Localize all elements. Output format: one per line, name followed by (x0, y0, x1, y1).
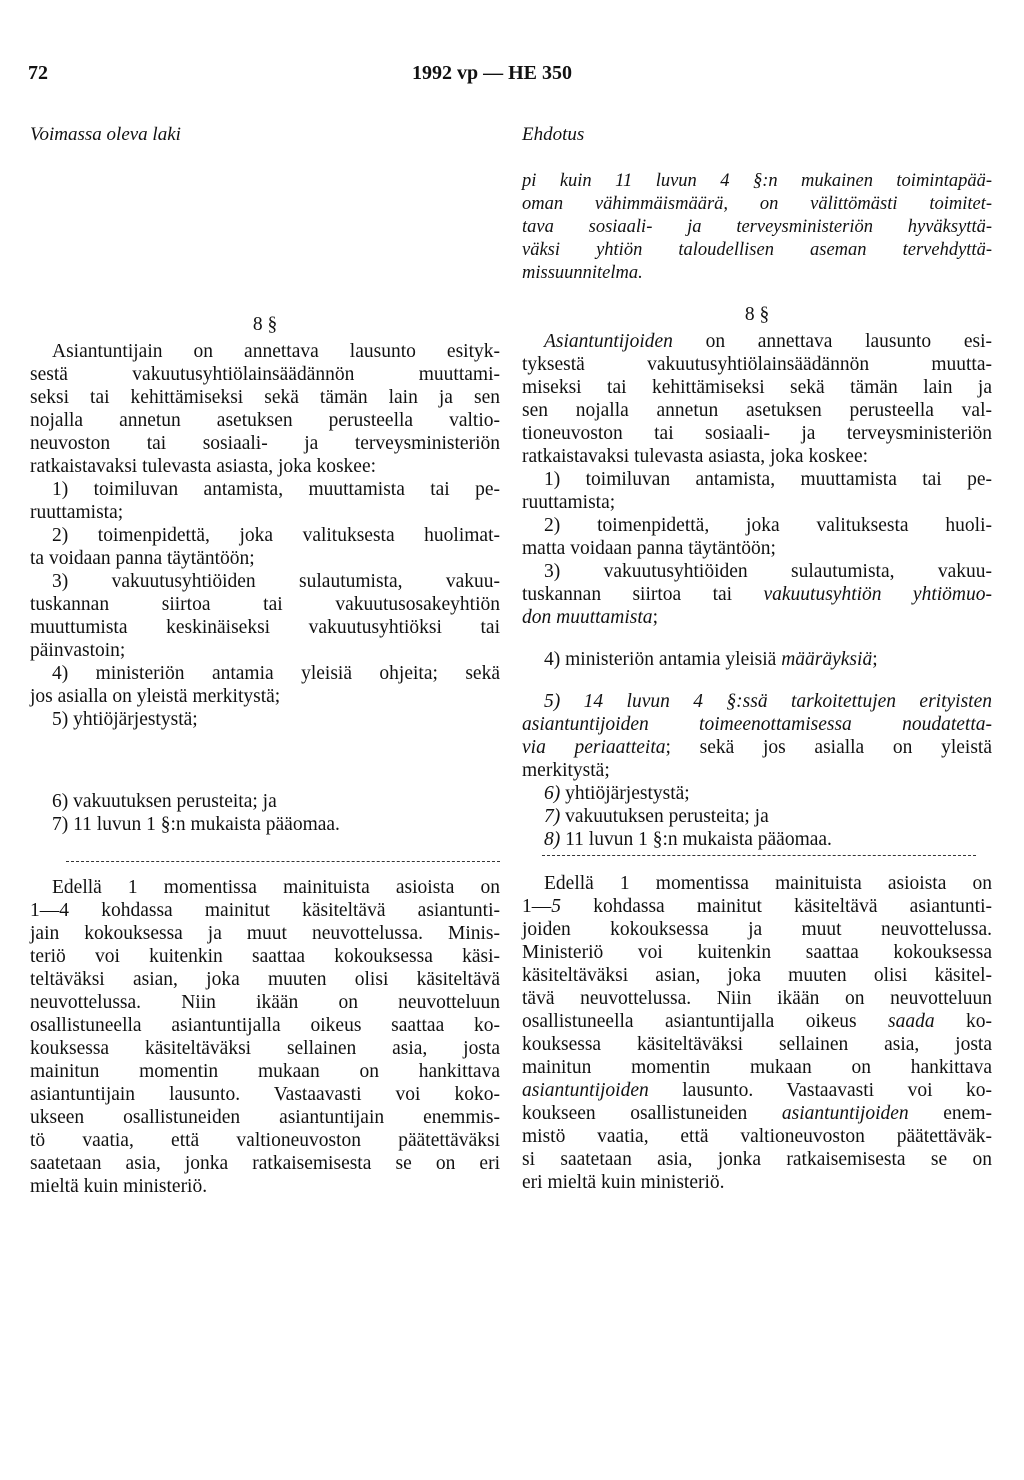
right-line: 3) vakuutusyhtiöiden sulautumista, vakuu- (544, 561, 992, 582)
left-line: jain kokouksessa ja muut neuvottelussa. Minis- (30, 923, 500, 944)
right-line: tioneuvoston tai sosiaali- ja terveysministeriön (522, 423, 992, 444)
left-line: 1—4 kohdassa mainitut käsiteltävä asiantunti- (30, 900, 500, 921)
right-line: via periaatteita; sekä jos asialla on yleistä (522, 737, 992, 758)
left-line: 7) 11 luvun 1 §:n mukaista pääomaa. (52, 814, 340, 835)
right-line: Ministeriö voi kuitenkin saattaa kokouksessa (522, 942, 992, 963)
right-line: si saatetaan asia, jonka ratkaisemisesta se on (522, 1149, 992, 1170)
right-line: miseksi tai kehittämiseksi sekä tämän lain ja (522, 377, 992, 398)
right-line: tuskannan siirtoa tai vakuutusyhtiön yhtiömuo- (522, 584, 992, 605)
left-line: 6) vakuutuksen perusteita; ja (52, 791, 277, 812)
left-line: 4) ministeriön antamia yleisiä ohjeita; sekä (52, 663, 500, 684)
right-line: sen nojalla annetun asetuksen perusteella val- (522, 400, 992, 421)
section-heading: 8 § (252, 314, 278, 335)
right-line: Edellä 1 momentissa mainituista asioista on (544, 873, 992, 894)
right-line: ruuttamista; (522, 492, 616, 513)
right-line: asiantuntijoiden toimeenottamisessa noudatetta- (522, 714, 992, 735)
left-line: neuvoston tai sosiaali- ja terveysministeriön (30, 433, 500, 454)
right-line: don muuttamista; (522, 607, 658, 628)
right-line: kouksessa käsiteltäväksi sellainen asia, josta (522, 1034, 992, 1055)
left-line: ta voidaan panna täytäntöön; (30, 548, 255, 569)
left-paragraph-2 (30, 876, 500, 1198)
left-column-heading: Voimassa oleva laki (30, 124, 181, 145)
right-line: 8) 11 luvun 1 §:n mukaista pääomaa. (544, 829, 832, 850)
left-line: 5) yhtiöjärjestystä; (52, 709, 198, 730)
left-line: teltäväksi asian, joka muuten olisi käsiteltävä (30, 969, 500, 990)
right-line: asiantuntijoiden lausunto. Vastaavasti voi ko- (522, 1080, 992, 1101)
right-line: matta voidaan panna täytäntöön; (522, 538, 776, 559)
left-line: osallistuneella asiantuntijalla oikeus saattaa ko- (30, 1015, 500, 1036)
right-intro (522, 170, 992, 285)
right-line: mainitun momentin mukaan on hankittava (522, 1057, 992, 1078)
right-paragraph-2 (522, 872, 992, 1194)
right-line: merkitystä; (522, 760, 610, 781)
right-intro-line: tava sosiaali- ja terveysministeriön hyväksyttä- (522, 217, 992, 237)
left-line: mieltä kuin ministeriö. (30, 1176, 208, 1197)
right-divider (542, 855, 976, 857)
right-line: osallistuneella asiantuntijalla oikeus saada ko- (522, 1011, 992, 1032)
left-line: ruuttamista; (30, 502, 124, 523)
left-line: ratkaistavaksi tulevasta asiasta, joka koskee: (30, 456, 377, 477)
right-line: 4) ministeriön antamia yleisiä määräyksiä; (544, 649, 878, 670)
right-column (522, 300, 992, 629)
left-line: mainitun momentin mukaan on hankittava (30, 1061, 500, 1082)
right-column-heading: Ehdotus (522, 124, 585, 145)
right-line: 6) yhtiöjärjestystä; (544, 783, 690, 804)
right-line: 5) 14 luvun 4 §:ssä tarkoitettujen erityisten (544, 691, 992, 712)
right-line: käsiteltäväksi asian, joka muuten olisi käsitel- (522, 965, 992, 986)
right-line: 2) toimenpidettä, joka valituksesta huoli- (544, 515, 992, 536)
left-line: sestä vakuutusyhtiölainsäädännön muuttami- (30, 364, 500, 385)
left-line: teriö voi kuitenkin saattaa kokouksessa käsi- (30, 946, 500, 967)
right-intro-line: missuunnitelma. (522, 263, 643, 283)
left-line: Edellä 1 momentissa mainituista asioista on (52, 877, 500, 898)
right-item-4 (522, 648, 992, 671)
left-line: kouksessa käsiteltäväksi sellainen asia, josta (30, 1038, 500, 1059)
left-column (30, 310, 500, 731)
left-line: tö vaatia, että valtioneuvoston päätettäväksi (30, 1130, 500, 1151)
left-line: jos asialla on yleistä merkitystä; (30, 686, 281, 707)
right-line: 1) toimiluvan antamista, muuttamista tai pe- (544, 469, 992, 490)
right-intro-line: väksi yhtiön taloudellisen aseman tervehdyttä- (522, 240, 992, 260)
left-line: neuvottelussa. Niin ikään on neuvotteluun (30, 992, 500, 1013)
left-line: nojalla annetun asetuksen perusteella valtio- (30, 410, 500, 431)
right-line: tyksestä vakuutusyhtiölainsäädännön muutta- (522, 354, 992, 375)
right-line: 7) vakuutuksen perusteita; ja (544, 806, 769, 827)
right-intro-line: pi kuin 11 luvun 4 §:n mukainen toimintapää- (522, 171, 992, 191)
page-number: 72 (28, 62, 48, 84)
right-items-5-8 (522, 690, 992, 851)
left-divider (66, 861, 500, 863)
left-line: tuskannan siirtoa tai vakuutusosakeyhtiön (30, 594, 500, 615)
left-line: 3) vakuutusyhtiöiden sulautumista, vakuu- (52, 571, 500, 592)
left-line: seksi tai kehittämiseksi sekä tämän lain ja sen (30, 387, 500, 408)
left-line: ukseen osallistuneiden asiantuntijain enemmis- (30, 1107, 500, 1128)
section-heading: 8 § (744, 304, 770, 325)
right-line: joiden kokouksessa ja muut neuvottelussa. (522, 919, 992, 940)
document-title: 1992 vp — HE 350 (412, 62, 573, 84)
right-line: koukseen osallistuneiden asiantuntijoiden enem- (522, 1103, 992, 1124)
right-line: Asiantuntijoiden on annettava lausunto esi- (544, 331, 992, 352)
right-line: tävä neuvottelussa. Niin ikään on neuvotteluun (522, 988, 992, 1009)
right-line: 1—5 kohdassa mainitut käsiteltävä asiantunti- (522, 896, 992, 917)
left-line: 1) toimiluvan antamista, muuttamista tai pe- (52, 479, 500, 500)
right-line: ratkaistavaksi tulevasta asiasta, joka koskee: (522, 446, 869, 467)
left-line: päinvastoin; (30, 640, 126, 661)
left-line: asiantuntijain lausunto. Vastaavasti voi koko- (30, 1084, 500, 1105)
left-line: 2) toimenpidettä, joka valituksesta huolimat- (52, 525, 500, 546)
left-line: Asiantuntijain on annettava lausunto esityk- (52, 341, 500, 362)
left-line: muuttumista keskinäiseksi vakuutusyhtiöksi tai (30, 617, 500, 638)
right-line: mistö vaatia, että valtioneuvoston päätettäväk- (522, 1126, 992, 1147)
left-line: saatetaan asia, jonka ratkaisemisesta se on eri (30, 1153, 500, 1174)
right-line: eri mieltä kuin ministeriö. (522, 1172, 725, 1193)
left-column-items-6-7 (30, 790, 500, 836)
right-intro-line: oman vähimmäismäärä, on välittömästi toimitet- (522, 194, 992, 214)
